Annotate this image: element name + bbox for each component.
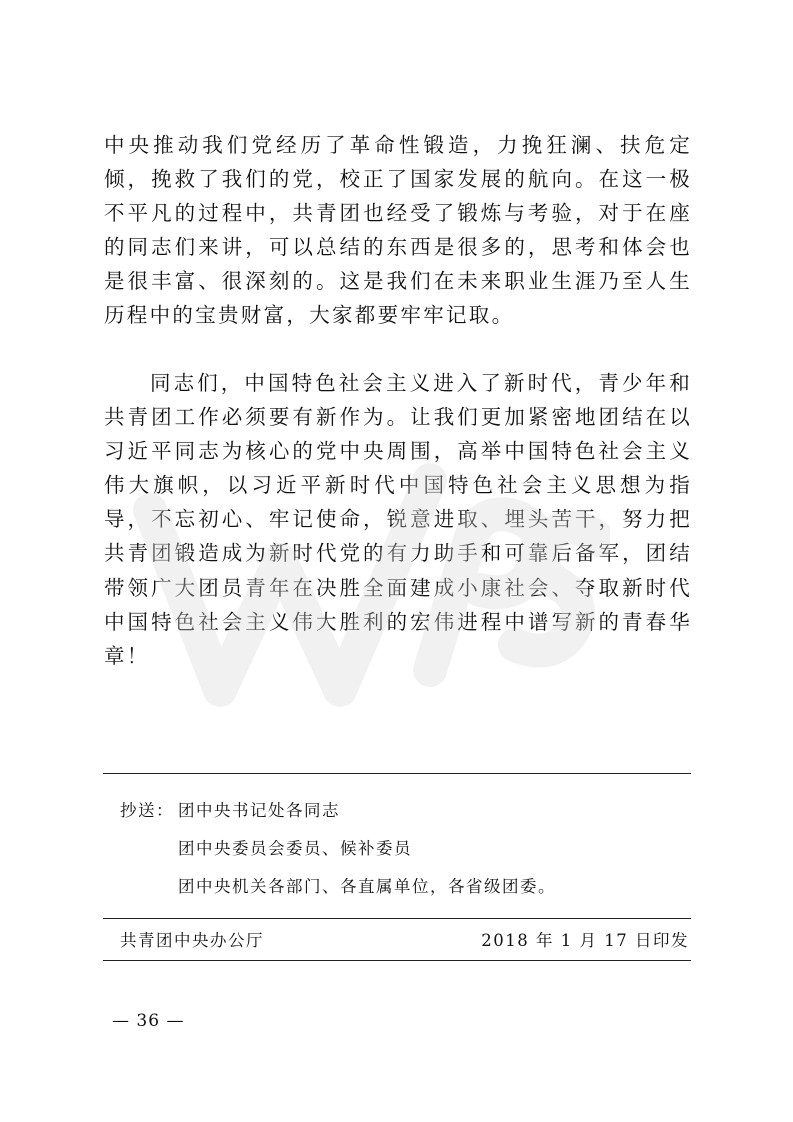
footer-middle-rule xyxy=(103,918,691,919)
body-paragraph-2: 同志们，中国特色社会主义进入了新时代，青少年和共青团工作必须要有新作为。让我们更加紧密地团结在以习近平同志为核心的党中央周围，高举中国特色社会主义伟大旗帜，以习近平新时代中国特色社会主义思想为指导，不忘初心、牢记使命，锐意进取、埋头苦干，努力把共青团锻造成为新时代党的有力助手和可靠后备军，团结带领广大团员青年在决胜全面建成小康社会、夺取新时代中国特色社会主义伟大胜利的宏伟进程中谱写新的青春华章！ xyxy=(104,371,692,668)
cc-recipient-1: 团中央书记处各同志 xyxy=(178,801,340,820)
body-paragraph-1: 中央推动我们党经历了革命性锻造，力挽狂澜、扶危定倾，挽救了我们的党，校正了国家发展的航向。在这一极不平凡的过程中，共青团也经受了锻炼与考验，对于在座的同志们来讲，可以总结的东西是很多的，思考和体会也是很丰富、很深刻的。这是我们在未来职业生涯乃至人生历程中的宝贵财富，大家都要牢牢记取。 xyxy=(104,133,692,328)
issuing-office: 共青团中央办公厅 xyxy=(120,931,264,950)
cc-recipient-2: 团中央委员会委员、候补委员 xyxy=(178,839,412,858)
cc-label: 抄送： xyxy=(120,801,174,820)
footer-bottom-rule xyxy=(103,960,691,961)
page-number: — 36 — xyxy=(112,1011,185,1031)
footer-top-rule xyxy=(103,773,691,774)
issue-date: 2018 年 1 月 17 日印发 xyxy=(481,931,689,950)
cc-recipient-3: 团中央机关各部门、各直属单位，各省级团委。 xyxy=(178,877,556,896)
